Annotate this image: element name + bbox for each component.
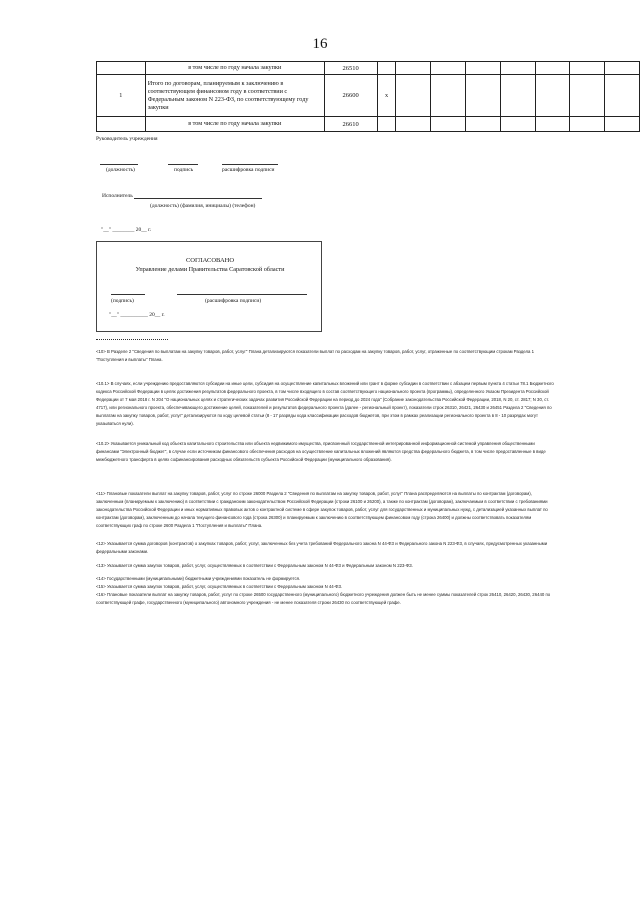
position-caption: (должность) bbox=[106, 167, 135, 173]
approval-date-line: "__" __________ 20__ г. bbox=[109, 312, 165, 318]
row-description: в том числе по году начала закупки bbox=[145, 117, 324, 132]
decode-line bbox=[222, 164, 278, 165]
approval-sign-caption: (подпись) bbox=[111, 298, 134, 304]
footnote-text: <13> Указывается сумма закупок товаров, работ, услуг, осуществляемых в соответствии с Федеральным законом N 44-ФЗ и Федеральным законом N 223-ФЗ. bbox=[96, 563, 413, 568]
table-row bbox=[97, 75, 640, 117]
footnote-text: <12> Указывается сумма договоров (контрактов) о закупках товаров, работ, услуг, заключенных без учета требований Федерального закона N 44-ФЗ и Федерального закона N 223-ФЗ, в случаях, предусмотренных указанными федеральными законами. bbox=[96, 541, 548, 555]
row-number: 1 bbox=[97, 75, 146, 117]
row-code: 26510 bbox=[324, 62, 377, 75]
footnote-13 bbox=[96, 562, 556, 570]
signature-line bbox=[168, 164, 198, 165]
page-number: 16 bbox=[312, 36, 328, 52]
footnote-14 bbox=[96, 575, 556, 583]
head-label: Руководитель учреждения bbox=[96, 136, 158, 142]
footnote-15 bbox=[96, 583, 556, 591]
row-description: в том числе по году начала закупки bbox=[145, 62, 324, 75]
footnote-text: <10.2> Указывается уникальный код объекта капитального строительства или объекта недвижимого имущества, присвоенный государственной интегрированной информационной системой управления общественными финансами "Электронный бюджет", в случае если источником финансового обеспечения расходов на осуществление капитальных вложений являются средства федерального бюджета, в том числе предоставленные в виде межбюджетного трансферта в целях софинансирования расходных обязательств субъекта Российской Федерации (муниципального образования). bbox=[96, 441, 546, 463]
approval-decode-caption: (расшифровка подписи) bbox=[205, 298, 262, 304]
footnote-12 bbox=[96, 540, 556, 556]
footnote-text: <11> Плановые показатели выплат на закупку товаров, работ, услуг по строке 26000 Раздела 2 "Сведения по выплатам на закупку товаров, работ, услуг" Плана распределяются на выплаты по контрактам (договорам), заключенным (планируемым к заключению) в соответствии с гражданским законодательством Российской Федерации (строки 26100 и 26200), а также по контрактам (договорам), заключаемым в соответствии с требованиями законодательства Российской Федерации и иных нормативных правовых актов о контрактной системе в сфере закупок товаров, работ, услуг для государственных и муниципальных нужд, с детализацией указанных выплат по контрактам (договорам), заключенным до начала текущего финансового года (строка 26300) и планируемым к заключению в соответствующем финансовом году (строка 26400) и должны соответствовать показателям соответствующих граф по строке 2600 Раздела 1 "Поступления и выплаты" Плана. bbox=[96, 491, 548, 529]
date-line: "__" ________ 20__ г. bbox=[101, 227, 152, 233]
purchase-table bbox=[96, 61, 640, 132]
footnote-16 bbox=[96, 591, 556, 607]
footnote-10-1 bbox=[96, 380, 556, 429]
footnote-text: <15> Указывается сумма закупок товаров, работ, услуг, осуществляемых в соответствии с Федеральным законом N 44-ФЗ. bbox=[96, 584, 343, 589]
footnote-text: <14> Государственными (муниципальными) бюджетными учреждениями показатель не формируется. bbox=[96, 576, 301, 581]
table-row bbox=[97, 62, 640, 75]
approval-decode-line bbox=[177, 294, 307, 295]
footnote-10 bbox=[96, 348, 556, 364]
row-x-mark: х bbox=[377, 75, 396, 117]
footnote-text: <16> Плановые показатели выплат на закупку товаров, работ, услуг по строке 26500 государственного (муниципального) бюджетного учреждения должен быть не менее суммы показателей строк 26410, 26420, 26430, 26440 по соответствующей графе, государственного (муниципального) автономного учреждения - не менее показателя строки 26430 по соответствующей графе. bbox=[96, 592, 551, 606]
footnote-10-2 bbox=[96, 440, 556, 464]
footnote-11 bbox=[96, 490, 556, 530]
footnote-text: <10> В Разделе 2 "Сведения по выплатам на закупку товаров, работ, услуг" Плана детализируются показатели выплат по расходам на закупку товаров, работ, услуг, отраженные по соответствующим строкам Раздела 1 "Поступления и выплаты" Плана. bbox=[96, 349, 534, 363]
footnote-text: <10.1> В случаях, если учреждению предоставляются субсидии на иные цели, субсидия на осуществление капитальных вложений или грант в форме субсидии в соответствии с абзацем первым пункта 4 статьи 78.1 Бюджетного кодекса Российской Федерации в целях достижения результатов федерального проекта, в том числе входящего в состав соответствующего национального проекта (программы), определенного Указом Президента Российской Федерации от 7 мая 2018 г. N 204 "О национальных целях и стратегических задачах развития Российской Федерации на период до 2024 года" (Собрание законодательства Российской Федерации, 2018, N 20, ст. 2817; N 30, ст. 4717), или регионального проекта, обеспечивающего достижение целей, показателей и результатов федерального проекта (далее - региональный проект), показатели строк 26310, 26421, 26430 и 26451 Раздела 2 "Сведения по выплатам на закупку товаров, работ, услуг" детализируются по коду целевой статьи (8 - 17 разряды кода классификации расходов бюджетов, при этом в рамках реализации регионального проекта в 8 - 10 разрядах могут указываться нули). bbox=[96, 381, 554, 427]
row-code: 26610 bbox=[324, 117, 377, 132]
executor-label: Исполнитель bbox=[102, 193, 133, 199]
executor-line bbox=[134, 198, 262, 199]
sign-caption: подпись bbox=[174, 167, 194, 173]
position-line bbox=[100, 164, 138, 165]
approval-sign-line bbox=[111, 294, 145, 295]
row-code: 26600 bbox=[324, 75, 377, 117]
approval-box bbox=[96, 241, 322, 332]
executor-caption: (должность) (фамилия, инициалы) (телефон) bbox=[150, 203, 256, 209]
footnote-separator bbox=[96, 339, 168, 340]
row-description: Итого по договорам, планируемым к заключению в соответствующем финансовом году в соответствии с Федеральным законом N 223-ФЗ, по соответствующему году закупки bbox=[145, 75, 324, 117]
table-row bbox=[97, 117, 640, 132]
approval-org: Управление делами Правительства Саратовской области bbox=[135, 266, 285, 273]
approval-title: СОГЛАСОВАНО bbox=[185, 257, 235, 264]
decode-caption: расшифровка подписи bbox=[222, 167, 275, 173]
